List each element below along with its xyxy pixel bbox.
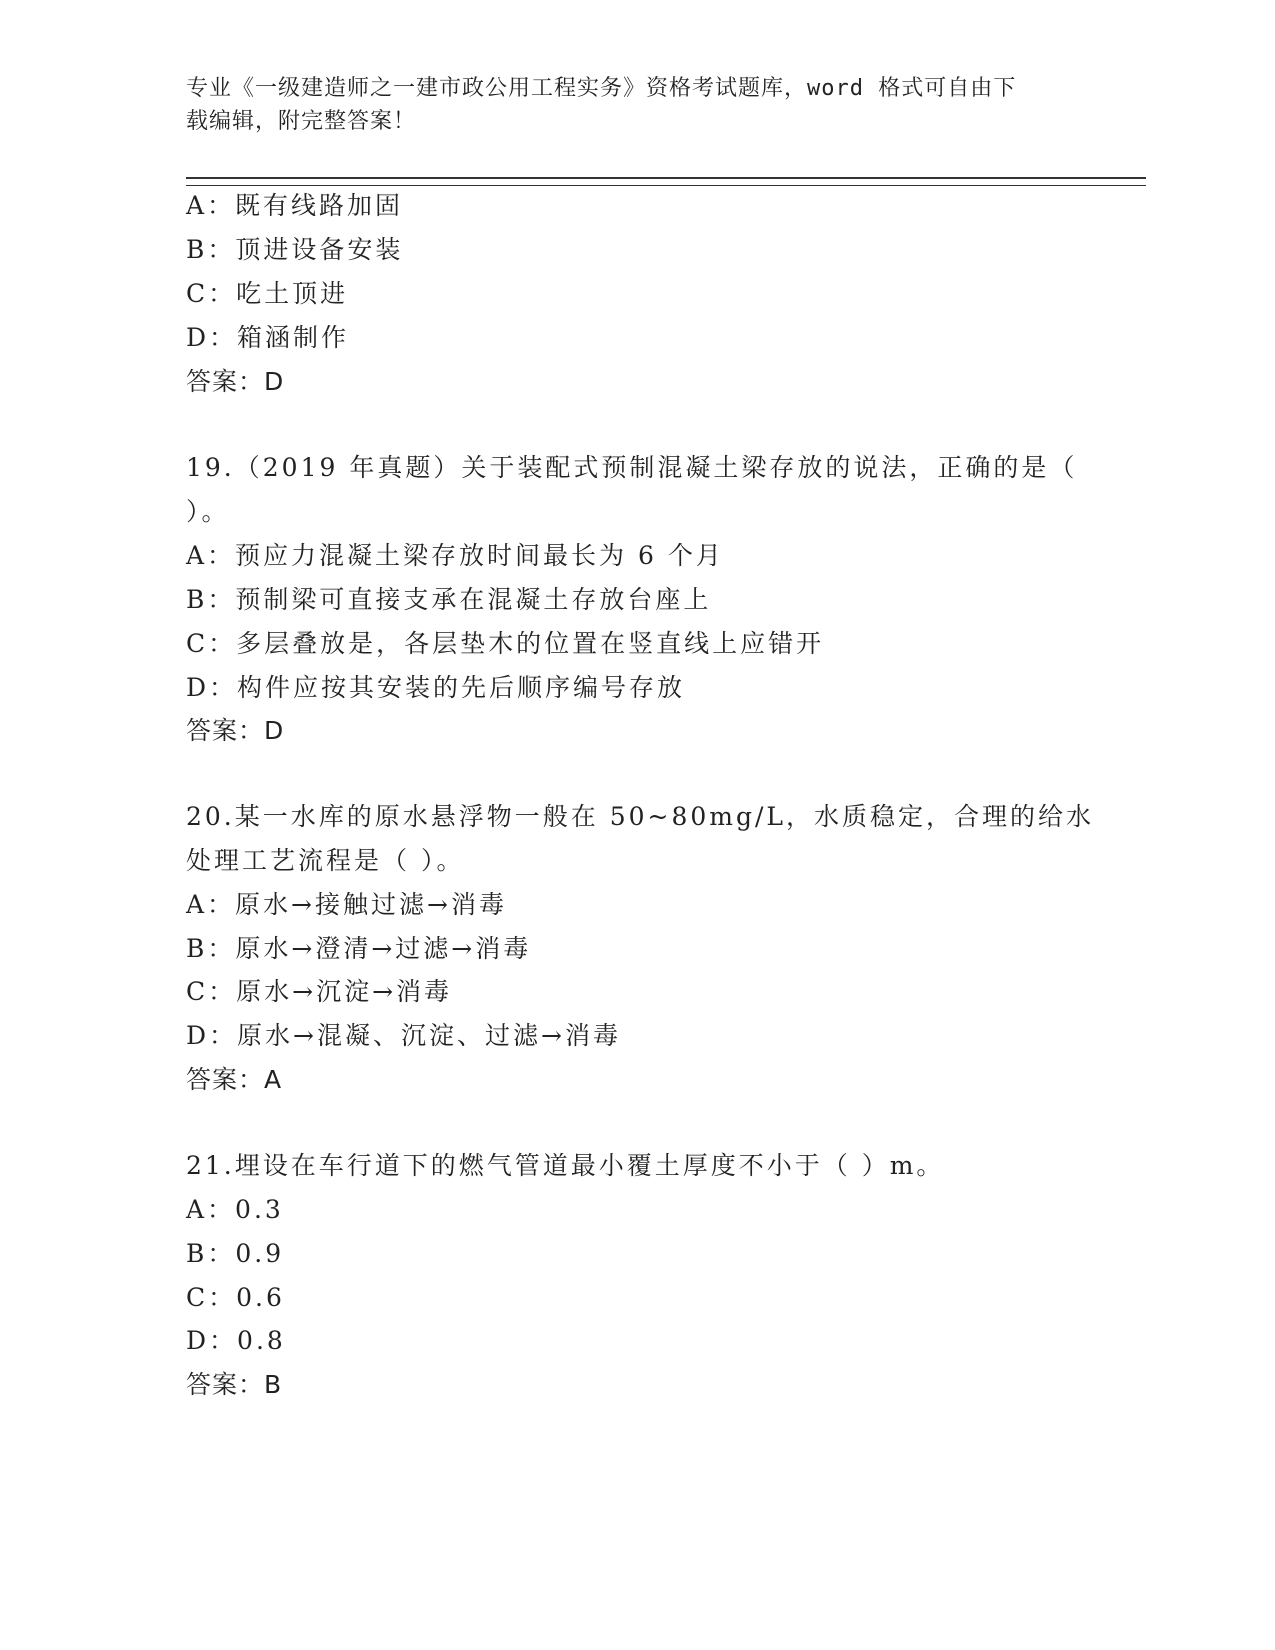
- q19-option-b: B：预制梁可直接支承在混凝土存放台座上: [186, 585, 712, 614]
- q21-stem-line-1: 21.埋设在车行道下的燃气管道最小覆土厚度不小于（ ）m。: [186, 1151, 945, 1180]
- q19-option-c: C：多层叠放是，各层垫木的位置在竖直线上应错开: [186, 629, 825, 658]
- q21-option-b: B：0.9: [186, 1239, 285, 1268]
- q20-answer: 答案：A: [186, 1065, 283, 1094]
- header-line-2: 载编辑，附完整答案！: [186, 109, 417, 134]
- q20-option-c: C：原水→沉淀→消毒: [186, 977, 453, 1006]
- q19-option-d: D：构件应按其安装的先后顺序编号存放: [186, 673, 686, 702]
- q18-option-c: C：吃土顶进: [186, 279, 349, 308]
- q20-option-d: D：原水→混凝、沉淀、过滤→消毒: [186, 1021, 621, 1050]
- q20-stem-line-1: 20.某一水库的原水悬浮物一般在 50~80mg/L，水质稳定，合理的给水: [186, 802, 1095, 831]
- q19-answer: 答案：D: [186, 716, 285, 745]
- q21-option-d: D：0.8: [186, 1326, 286, 1355]
- q18-option-a: A：既有线路加固: [186, 191, 404, 220]
- q21-option-a: A：0.3: [186, 1195, 284, 1224]
- header-divider: [186, 177, 1146, 186]
- q18-option-b: B：顶进设备安装: [186, 235, 404, 264]
- q19-stem-line-1: 19.（2019 年真题）关于装配式预制混凝土梁存放的说法，正确的是（: [186, 453, 1078, 482]
- q19-stem-line-2: ）。: [186, 497, 230, 526]
- q18-option-d: D：箱涵制作: [186, 323, 350, 352]
- header-line-1: 专业《一级建造师之一建市政公用工程实务》资格考试题库，word 格式可自由下: [186, 76, 1017, 101]
- q21-answer: 答案：B: [186, 1370, 283, 1399]
- q19-option-a: A：预应力混凝土梁存放时间最长为 6 个月: [186, 541, 724, 570]
- q20-option-a: A：原水→接触过滤→消毒: [186, 890, 507, 919]
- q20-stem-line-2: 处理工艺流程是（ ）。: [186, 846, 465, 875]
- q20-option-b: B：原水→澄清→过滤→消毒: [186, 934, 532, 963]
- document-header: [186, 72, 1066, 138]
- q21-option-c: C：0.6: [186, 1283, 285, 1312]
- q18-answer: 答案：D: [186, 367, 285, 396]
